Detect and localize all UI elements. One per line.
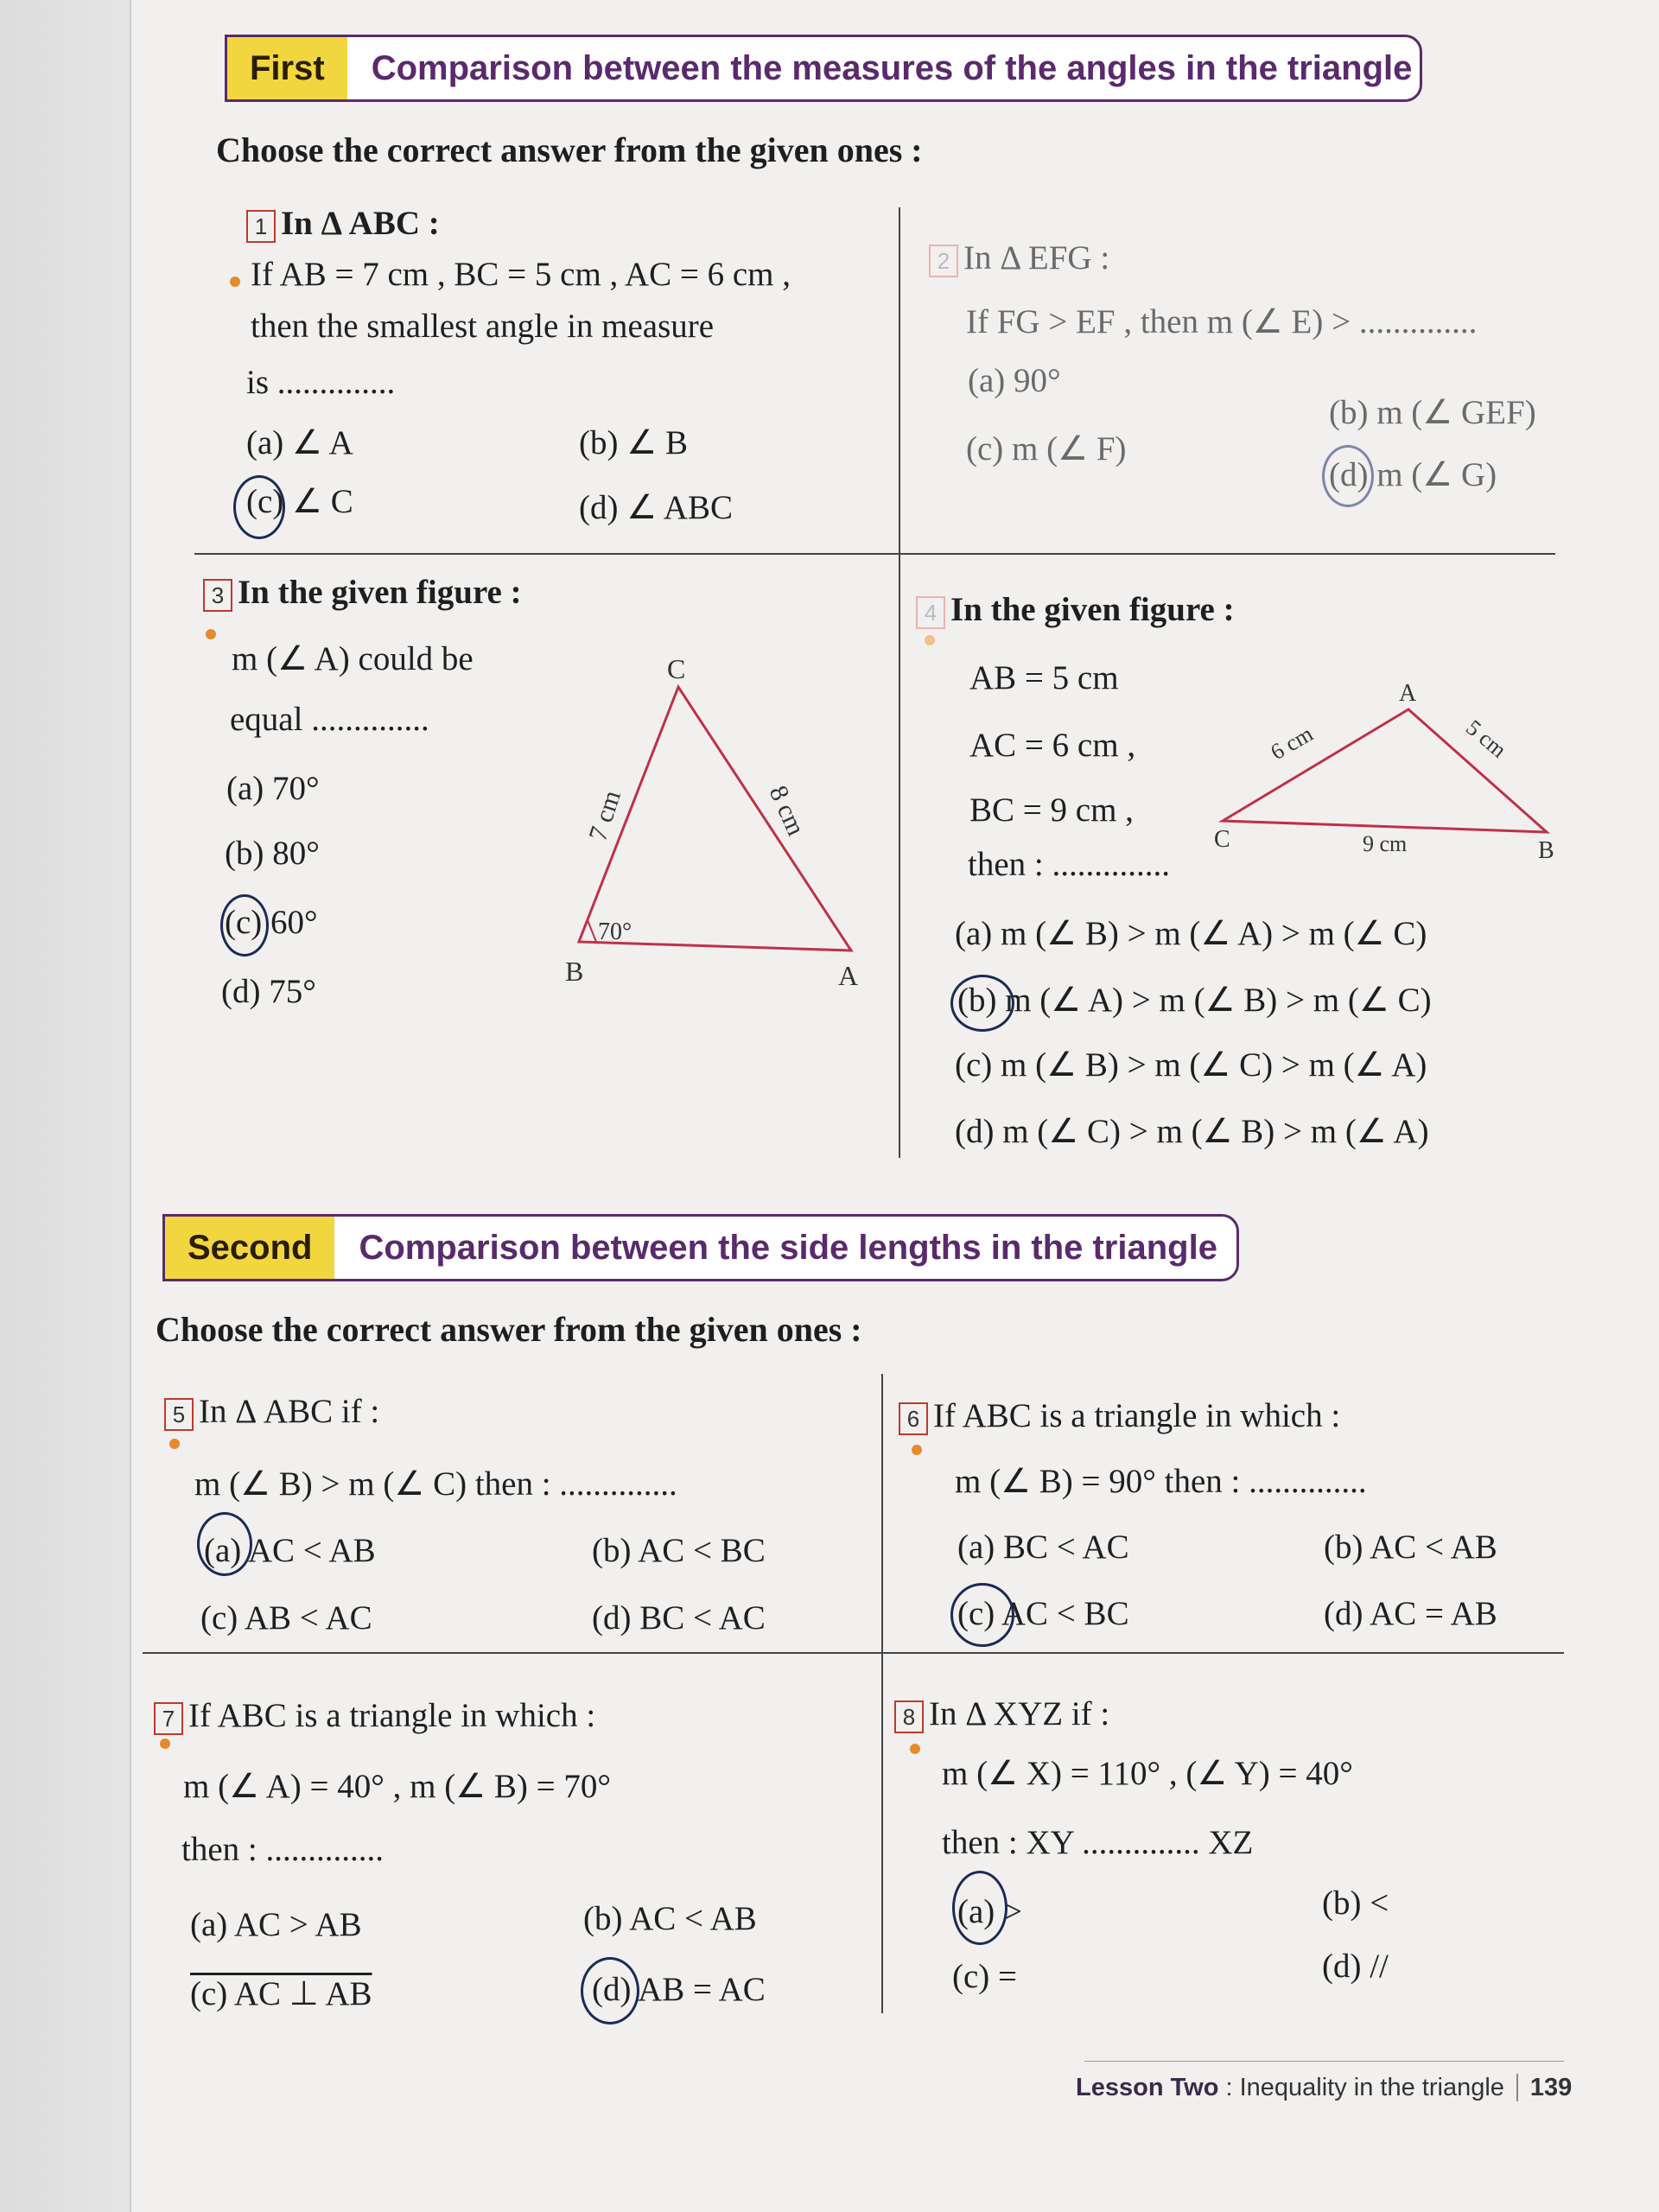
question-number: 8 <box>894 1700 924 1733</box>
option-d[interactable]: (d) m (∠ C) > m (∠ B) > m (∠ A) <box>955 1113 1429 1150</box>
option-b[interactable]: (b) < <box>1322 1885 1389 1922</box>
answer-circle <box>233 475 285 539</box>
section-second-header <box>162 1214 1239 1281</box>
bullet-dot <box>230 276 240 287</box>
side-label-ab: 5 cm <box>1461 715 1512 763</box>
answer-circle <box>220 894 269 957</box>
question-text: equal .............. <box>230 701 429 738</box>
page-number: 139 <box>1516 2074 1572 2101</box>
question-number: 1 <box>246 210 276 243</box>
angle-b-arc <box>588 920 596 942</box>
angle-label-b: 70° <box>598 918 632 945</box>
vertex-label-c: C <box>1214 826 1230 853</box>
option-b[interactable]: (b) m (∠ A) > m (∠ B) > m (∠ C) <box>957 982 1432 1019</box>
option-c[interactable]: (c) ∠ C <box>246 483 353 520</box>
option-d[interactable]: (d) // <box>1322 1948 1389 1985</box>
option-a[interactable]: (a) 70° <box>226 770 320 807</box>
vertex-label-a: A <box>1399 680 1417 707</box>
triangle-figure-q3 <box>553 652 873 998</box>
side-label-bc: 7 cm <box>583 786 626 845</box>
question-head: In the given figure : <box>238 574 522 611</box>
question-text: If AB = 7 cm , BC = 5 cm , AC = 6 cm , <box>251 256 791 293</box>
question-head: In Δ ABC if : <box>199 1393 380 1430</box>
question-number: 6 <box>899 1402 928 1435</box>
question-head: In the given figure : <box>950 591 1235 628</box>
instruction-text: Choose the correct answer from the given ones : <box>216 130 923 169</box>
question-head: In Δ ABC : <box>281 205 440 242</box>
answer-circle <box>952 1871 1007 1945</box>
triangle-abc <box>579 687 851 950</box>
bullet-dot <box>912 1445 922 1455</box>
option-c[interactable]: (c) m (∠ B) > m (∠ C) > m (∠ A) <box>955 1046 1427 1084</box>
question-text: AC = 6 cm , <box>969 727 1136 764</box>
footer-rule <box>1084 2061 1564 2062</box>
bullet-dot <box>169 1439 180 1449</box>
option-c[interactable]: (c) AC < BC <box>957 1595 1129 1632</box>
question-head: In Δ XYZ if : <box>929 1695 1110 1732</box>
option-b[interactable]: (b) AC < AB <box>1324 1529 1497 1566</box>
column-divider <box>881 1374 883 2013</box>
option-a[interactable]: (a) m (∠ B) > m (∠ A) > m (∠ C) <box>955 915 1427 952</box>
bullet-dot <box>910 1744 920 1754</box>
answer-circle <box>1322 445 1374 507</box>
question-text: BC = 9 cm , <box>969 791 1134 829</box>
option-d[interactable]: (d) AB = AC <box>592 1971 766 2008</box>
option-d[interactable]: (d) ∠ ABC <box>579 489 733 526</box>
question-text: m (∠ B) > m (∠ C) then : .............. <box>194 1465 677 1503</box>
vertex-label-c: C <box>667 653 686 684</box>
lesson-label: Lesson Two <box>1076 2074 1219 2101</box>
instruction-text: Choose the correct answer from the given ones : <box>156 1310 862 1349</box>
question-text: m (∠ A) = 40° , m (∠ B) = 70° <box>183 1768 612 1805</box>
question-number: 5 <box>164 1398 194 1431</box>
option-b[interactable]: (b) m (∠ GEF) <box>1329 394 1536 431</box>
section-title: Comparison between the side lengths in the triangle <box>359 1228 1217 1267</box>
vertex-label-a: A <box>838 960 859 991</box>
option-a[interactable]: (a) ∠ A <box>246 424 353 461</box>
question-number: 2 <box>929 245 958 277</box>
question-text: If FG > EF , then m (∠ E) > .............. <box>966 303 1478 340</box>
question-number: 3 <box>203 579 232 612</box>
question-text: is .............. <box>246 364 396 401</box>
bullet-dot <box>925 635 935 645</box>
side-label-ca: 8 cm <box>763 781 810 840</box>
section-tag: First <box>227 37 347 99</box>
option-b[interactable]: (b) ∠ B <box>579 424 688 461</box>
option-a[interactable]: (a) AC > AB <box>190 1906 362 1943</box>
option-d[interactable]: (d) m (∠ G) <box>1329 456 1497 493</box>
section-first-header <box>225 35 1422 102</box>
question-5 <box>164 1391 379 1433</box>
question-text: AB = 5 cm <box>969 659 1119 696</box>
option-c[interactable]: (c) m (∠ F) <box>966 430 1127 467</box>
question-2 <box>929 238 1109 280</box>
answer-circle <box>581 1957 639 2024</box>
row-divider <box>194 553 1555 555</box>
page-footer <box>1076 2074 1572 2102</box>
question-6 <box>899 1395 1340 1438</box>
question-head: If ABC is a triangle in which : <box>188 1697 596 1734</box>
column-divider <box>899 207 900 1158</box>
question-text: m (∠ X) = 110° , (∠ Y) = 40° <box>942 1755 1353 1792</box>
option-a[interactable]: (a) BC < AC <box>957 1529 1129 1566</box>
question-text: then the smallest angle in measure <box>251 308 715 345</box>
question-number: 4 <box>916 596 945 629</box>
answer-circle <box>950 1583 1014 1647</box>
row-divider <box>143 1652 1564 1654</box>
question-text: then : .............. <box>968 846 1170 883</box>
option-d[interactable]: (d) 75° <box>221 973 316 1010</box>
bullet-dot <box>160 1738 170 1749</box>
side-label-ac: 6 cm <box>1266 721 1318 766</box>
question-text: then : .............. <box>181 1831 384 1868</box>
lesson-topic: : Inequality in the triangle <box>1218 2074 1504 2101</box>
option-b[interactable]: (b) 80° <box>225 835 320 872</box>
vertex-label-b: B <box>1538 837 1554 864</box>
option-a[interactable]: (a) 90° <box>968 362 1061 399</box>
question-7 <box>154 1695 595 1738</box>
question-8 <box>894 1694 1109 1736</box>
question-text: m (∠ A) could be <box>232 640 474 677</box>
question-4 <box>916 589 1235 632</box>
option-b[interactable]: (b) AC < AB <box>583 1900 757 1937</box>
option-d[interactable]: (d) AC = AB <box>1324 1595 1497 1632</box>
section-title: Comparison between the measures of the angles in the triangle <box>371 48 1413 87</box>
bullet-dot <box>206 629 216 639</box>
answer-circle <box>197 1512 252 1576</box>
question-head: If ABC is a triangle in which : <box>933 1397 1341 1434</box>
question-number: 7 <box>154 1702 183 1735</box>
option-a[interactable]: (a) AC < AB <box>204 1532 376 1569</box>
option-c[interactable]: (c) = <box>952 1958 1018 1995</box>
option-c[interactable]: (c) 60° <box>225 904 318 941</box>
triangle-acb <box>1223 709 1547 832</box>
question-3 <box>203 572 522 614</box>
vertex-label-b: B <box>565 956 584 987</box>
section-tag: Second <box>165 1217 334 1279</box>
question-1 <box>246 203 440 245</box>
question-head: In Δ EFG : <box>963 239 1110 276</box>
triangle-figure-q4 <box>1205 678 1568 873</box>
option-c[interactable]: (c) AB < AC <box>200 1599 372 1637</box>
option-a[interactable]: (a) > <box>957 1893 1023 1930</box>
answer-circle <box>950 975 1014 1032</box>
option-c[interactable]: (c) AC ⊥ AB <box>190 1975 372 2012</box>
question-text: m (∠ B) = 90° then : .............. <box>955 1463 1367 1500</box>
question-text: then : XY .............. XZ <box>942 1824 1254 1861</box>
option-b[interactable]: (b) AC < BC <box>592 1532 766 1569</box>
option-d[interactable]: (d) BC < AC <box>592 1599 766 1637</box>
side-label-cb: 9 cm <box>1363 831 1408 856</box>
